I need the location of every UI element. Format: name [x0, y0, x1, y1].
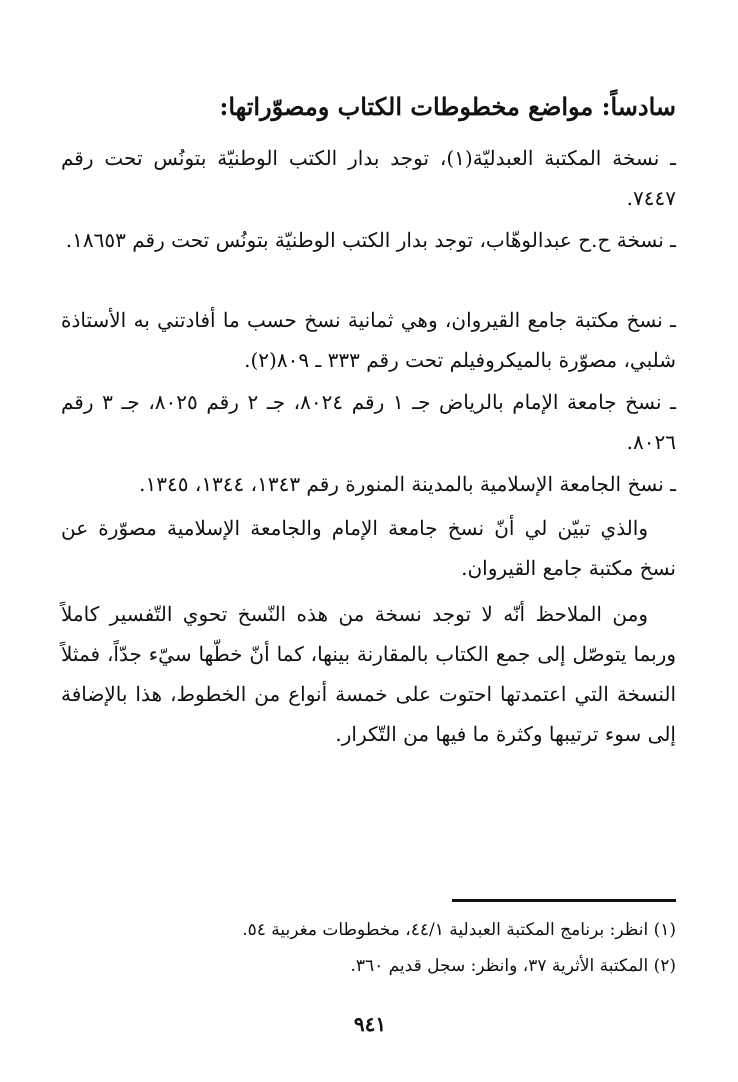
footnote: (١) انظر: برنامج المكتبة العبدلية ٤٤/١، مخطوطات مغربية ٥٤. [242, 920, 676, 940]
manuscript-item: ـ نسخ مكتبة جامع القيروان، وهي ثمانية نسخ حسب ما أفادتني به الأستاذة شلبي، مصوّرة بالميكروفيلم تحت رقم ٣٣٣ ـ ٨٠٩(٢). [61, 308, 676, 372]
footnote: (٢) المكتبة الأثرية ٣٧، وانظر: سجل قديم ٣٦٠. [350, 956, 676, 976]
body-paragraph: والذي تبيّن لي أنّ نسخ جامعة الإمام والجامعة الإسلامية مصوّرة عن نسخ مكتبة جامع القيروان. [61, 516, 676, 580]
footnote-separator [452, 899, 676, 902]
section-heading: سادساً: مواضع مخطوطات الكتاب ومصوّراتها: [219, 92, 676, 121]
manuscript-item: ـ نسخة ح.ح عبدالوهّاب، توجد بدار الكتب الوطنيّة بتونُس تحت رقم ١٨٦٥٣. [65, 228, 676, 252]
manuscript-item: ـ نسخة المكتبة العبدليّة(١)، توجد بدار الكتب الوطنيّة بتونُس تحت رقم ٧٤٤٧. [61, 146, 676, 210]
page-number: ٩٤١ [353, 1012, 387, 1036]
manuscript-item: ـ نسخ الجامعة الإسلامية بالمدينة المنورة رقم ١٣٤٣، ١٣٤٤، ١٣٤٥. [139, 472, 676, 496]
body-paragraph: ومن الملاحظ أنّه لا توجد نسخة من هذه النّسخ تحوي التّفسير كاملاً وربما يتوصّل إلى جمع الكتاب بالمقارنة بينها، كما أنّ خطّها سيّء جدّاً، فمثلاً النسخة التي اعتمدتها احتوت على خمسة أنواع من الخطوط، هذا بالإضافة إلى سوء ترتيبها وكثرة ما فيها من التّكرار. [61, 602, 676, 746]
manuscript-item: ـ نسخ جامعة الإمام بالرياض جـ ١ رقم ٨٠٢٤، جـ ٢ رقم ٨٠٢٥، جـ ٣ رقم ٨٠٢٦. [61, 390, 676, 454]
